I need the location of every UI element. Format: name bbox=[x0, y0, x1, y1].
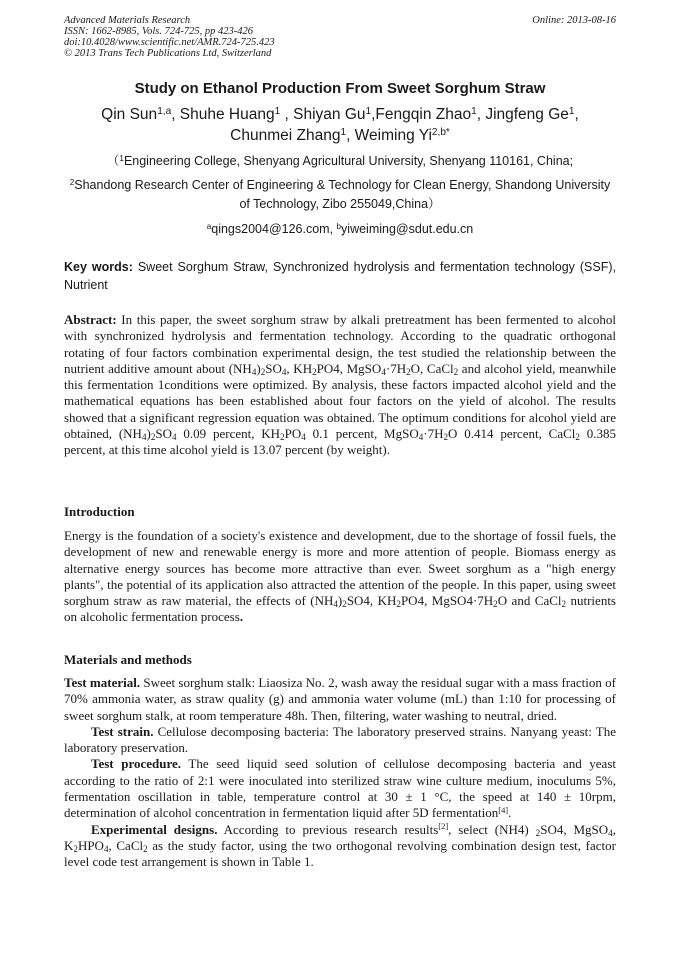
doi-line[interactable]: doi:10.4028/www.scientific.net/AMR.724-725.423 bbox=[64, 37, 275, 48]
paper-title: Study on Ethanol Production From Sweet Sorghum Straw bbox=[134, 80, 546, 97]
online-date: Online: 2013-08-16 bbox=[532, 15, 616, 26]
methods-body bbox=[64, 675, 616, 871]
affiliation-2: $^2$Shandong Research Center of Engineering & Technology for Clean Energy, Shandong University of Technology, Zibo 255049,China） bbox=[69, 177, 611, 211]
journal-name: Advanced Materials Research bbox=[64, 15, 191, 26]
abstract-label: Abstract: bbox=[64, 312, 117, 327]
experimental-designs-paragraph: Experimental designs. According to previous research results[2], select (NH4) $_2$SO4, MgSO$_4$, $K_2HPO_4$, CaCl$_2$ as the study factor, using the two orthogonal revolving combination design test, factor level code test arrangement is shown in Table 1. bbox=[64, 821, 616, 870]
author-emails: $^a$qings2004@126.com, $^b$yiweiming@sdut.edu.cn bbox=[206, 221, 474, 236]
methods-heading: Materials and methods bbox=[64, 652, 192, 667]
test-material-paragraph: Test material. Sweet sorghum stalk: Liaosiza No. 2, wash away the residual sugar with a mass fraction of 70% ammonia water, as straw quality (g) and ammonia water volume (mL) than 1:10 for processing of sweet sorghum stalk, at room temperature 48h. Then, filtering, water washing to neutral, dried. bbox=[64, 675, 616, 723]
copyright-line: © 2013 Trans Tech Publications Ltd, Switzerland bbox=[64, 48, 272, 59]
introduction-heading: Introduction bbox=[64, 504, 135, 519]
abstract: Abstract: In this paper, the sweet sorghum straw by alkali pretreatment has been fermented to alcohol with synchronized hydrolysis and fermentation technology. According to the quadratic orthogonal rotating of four factors combination experimental design, the test studied the relationship between the nutrient additive amount about $(NH_4)_2SO_4$, $KH_2PO4$, $MgSO_4\cdot 7H_2O$, CaCl$_2$ and alcohol yield, meanwhile this fermentation 1conditions were optimized. By analysis, these factors impacted alcohol yield and the mathematical equations has been established about four factors on the yield of alcohol. The results showed that a significant regression equation was obtained. The optimum conditions for alcohol yield are obtained, $(NH_4)_2SO_4$ 0.09 percent, $KH_2PO_4$ 0.1 percent, $MgSO_4\cdot 7H_2O$ 0.414 percent, CaCl$_2$ 0.385 percent, at this time alcohol yield is 13.07 percent (by weight). bbox=[64, 312, 616, 458]
affiliation-1: （$^1$Engineering College, Shenyang Agricultural University, Shenyang 110161, China; bbox=[106, 153, 574, 168]
reference-2[interactable]: [2] bbox=[438, 821, 449, 832]
keywords: Key words: Sweet Sorghum Straw, Synchronized hydrolysis and fermentation technology (SSF), Nutrient bbox=[64, 260, 616, 292]
keywords-label: Key words: bbox=[64, 260, 133, 274]
email-b[interactable]: yiweiming@sdut.edu.cn bbox=[341, 222, 474, 236]
test-procedure-paragraph: Test procedure. The seed liquid seed solution of cellulose decomposing bacteria and yeast according to the ratio of 2:1 were inoculated into sterilized straw wine culture medium, inoculums 5%, fermentation oscillation in table, temperature control at 30 ± 1 °C, the speed at 140 ± 10rpm, determination of alcohol concentration in fermentation liquid after 5D fermentation[4]. bbox=[64, 756, 616, 821]
introduction-paragraph: Energy is the foundation of a society's existence and development, due to the shortage of fossil fuels, the development of new and renewable energy is more and more attention of people. Biomass energy as alternative energy sources has become more attractive than ever. Sweet sorghum as a "high energy plants", the potential of its application also attracted the attention of the people. In this paper, using sweet sorghum straw as raw material, the effects of $(NH_4)_2SO4$, $KH_2PO4$, $MgSO4\cdot 7H_2O$ and CaCl$_2$ nutrients on alcoholic fermentation process. bbox=[64, 528, 616, 625]
journal-header bbox=[64, 15, 616, 59]
author-list: Qin Sun$^{1,a}$, Shuhe Huang$^1$ , Shiyan Gu$^1$,Fengqin Zhao$^1$, Jingfeng Ge$^1$, Chunmei Zhang$^1$, Weiming $Yi^{2,b*}$ bbox=[101, 105, 579, 144]
email-a[interactable]: qings2004@126.com, bbox=[211, 222, 337, 236]
reference-4[interactable]: [4] bbox=[498, 805, 509, 816]
issn-line: ISSN: 1662-8985, Vols. 724-725, pp 423-426 bbox=[64, 26, 253, 37]
test-strain-paragraph: Test strain. Cellulose decomposing bacteria: The laboratory preserved strains. Nanyang yeast: The laboratory preservation. bbox=[64, 723, 616, 756]
